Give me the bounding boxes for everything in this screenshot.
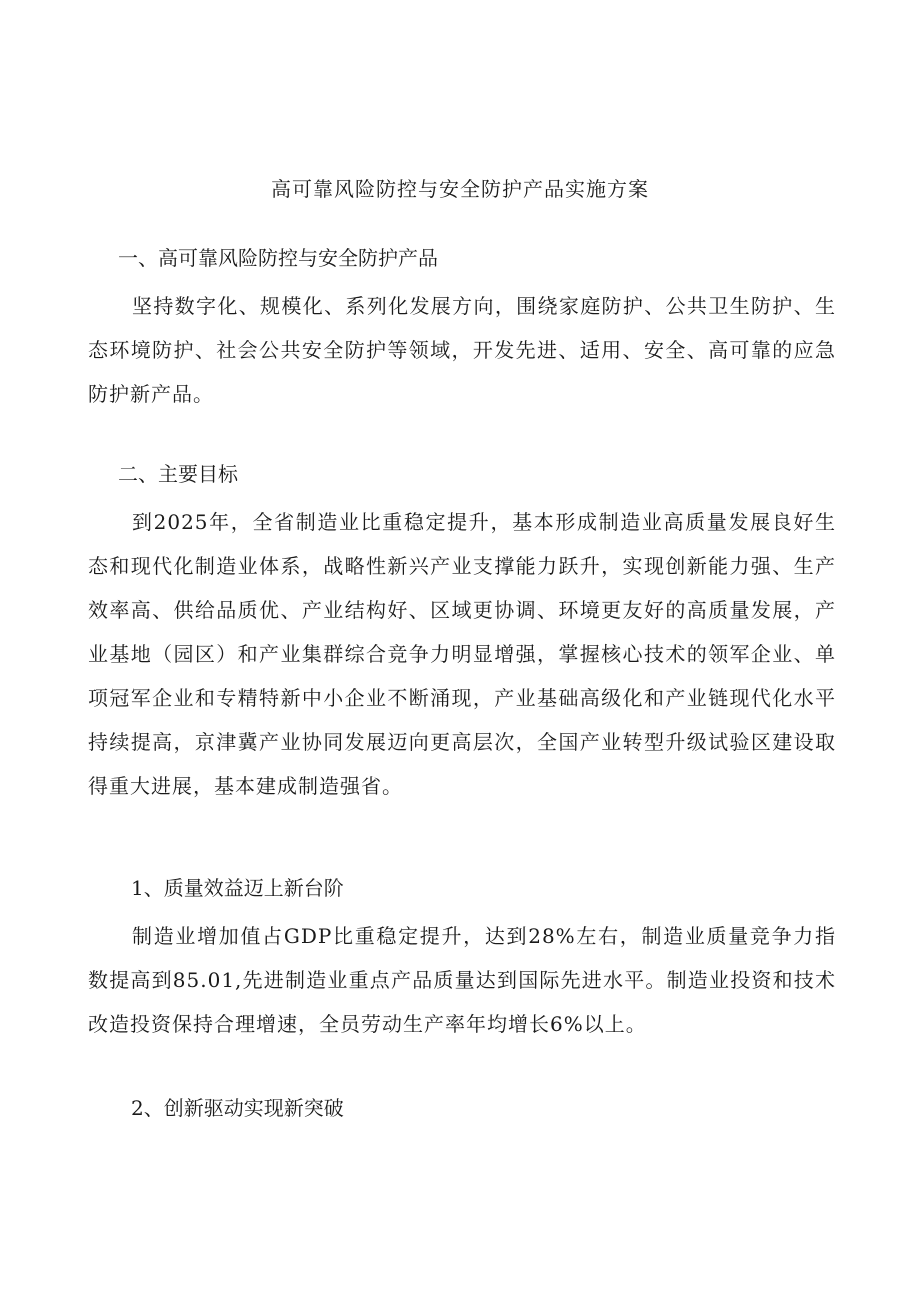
- document-title: 高可靠风险防控与安全防护产品实施方案: [271, 177, 649, 201]
- subsection-1-heading: 1、质量效益迈上新台阶: [131, 876, 344, 900]
- section-2-heading: 二、主要目标: [118, 462, 238, 486]
- section-2-paragraph: 到2025年，全省制造业比重稳定提升，基本形成制造业高质量发展良好生态和现代化制造业体系，战略性新兴产业支撑能力跃升，实现创新能力强、生产效率高、供给品质优、产业结构好、区域更协调、环境更友好的高质量发展，产业基地（园区）和产业集群综合竞争力明显增强，掌握核心技术的领军企业、单项冠军企业和专精特新中小企业不断涌现，产业基础高级化和产业链现代化水平持续提高，京津冀产业协同发展迈向更高层次，全国产业转型升级试验区建设取得重大进展，基本建成制造强省。: [88, 510, 836, 798]
- subsection-2-heading: 2、创新驱动实现新突破: [131, 1096, 344, 1120]
- section-1-heading: 一、高可靠风险防控与安全防护产品: [118, 246, 438, 270]
- subsection-1-paragraph: 制造业增加值占GDP比重稳定提升，达到28%左右，制造业质量竞争力指数提高到85.01,先进制造业重点产品质量达到国际先进水平。制造业投资和技术改造投资保持合理增速，全员劳动生产率年均增长6%以上。: [88, 924, 836, 1036]
- section-1-paragraph: 坚持数字化、规模化、系列化发展方向，围绕家庭防护、公共卫生防护、生态环境防护、社会公共安全防护等领域，开发先进、适用、安全、高可靠的应急防护新产品。: [88, 294, 836, 406]
